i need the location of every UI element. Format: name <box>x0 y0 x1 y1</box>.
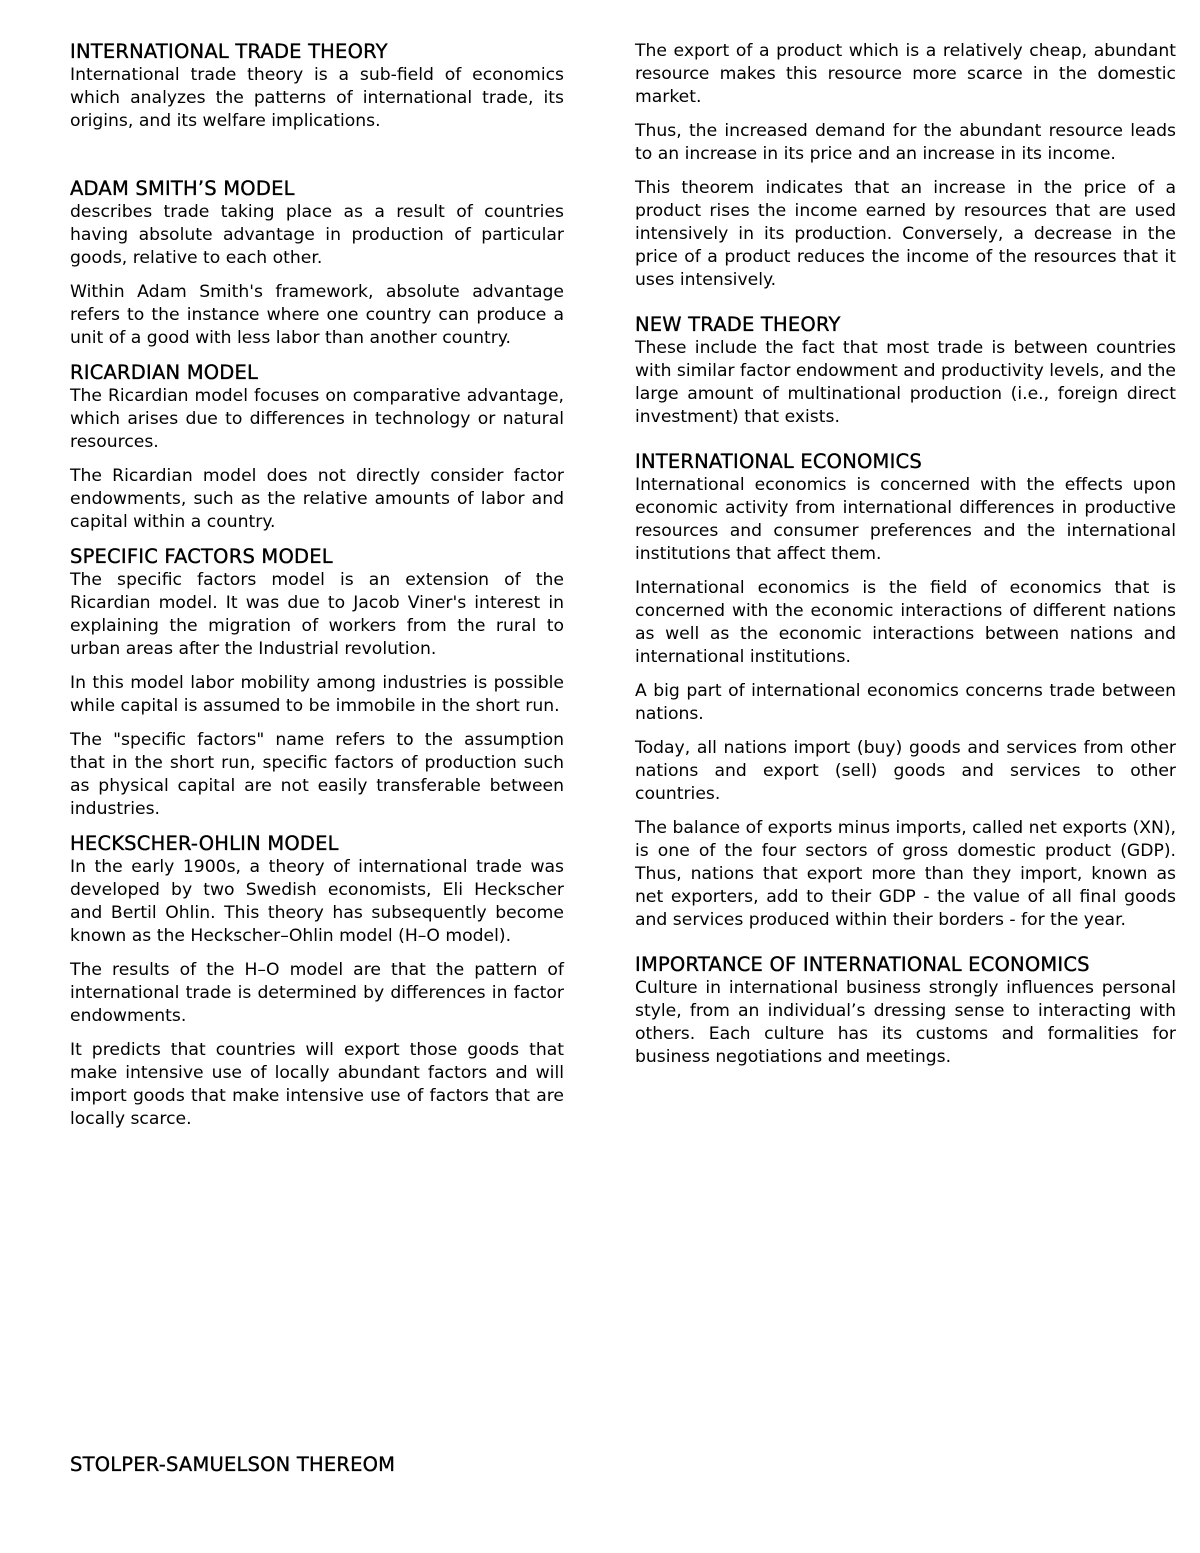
heading-adam-smith-model: ADAM SMITH’S MODEL <box>70 177 295 200</box>
section-ricardian-model <box>70 361 564 534</box>
section-stolper-samuelson <box>70 1453 570 1477</box>
section-international-trade-theory <box>70 40 564 133</box>
paragraph: Within Adam Smith's framework, absolute advantage refers to the instance where one country can produce a unit of a good with less labor than another country. <box>70 282 564 348</box>
paragraph: In the early 1900s, a theory of international trade was developed by two Swedish economists, Eli Heckscher and Bertil Ohlin. This theory has subsequently become known as the Heckscher–Ohlin model (H–O model). <box>70 857 564 946</box>
paragraph: International trade theory is a sub-field of economics which analyzes the patterns of international trade, its origins, and its welfare implications. <box>70 65 564 131</box>
section-new-trade-theory <box>635 313 1176 429</box>
section-heckscher-ohlin-model <box>70 832 564 1131</box>
section-international-economics <box>635 450 1176 932</box>
paragraph: The results of the H–O model are that the pattern of international trade is determined by differences in factor endowments. <box>70 960 564 1026</box>
heading-ricardian-model: RICARDIAN MODEL <box>70 361 259 384</box>
right-column <box>635 40 1176 1080</box>
heading-heckscher-ohlin-model: HECKSCHER-OHLIN MODEL <box>70 832 339 855</box>
section-stolper-samuelson-continued <box>635 40 1176 292</box>
paragraph: The balance of exports minus imports, called net exports (XN), is one of the four sectors of gross domestic product (GDP). Thus, nations that export more than they import, known as net exporters, add to their GDP - the value of all final goods and services produced within their borders - for the year. <box>635 818 1176 930</box>
heading-new-trade-theory: NEW TRADE THEORY <box>635 313 841 336</box>
paragraph: Today, all nations import (buy) goods and services from other nations and export (sell) goods and services to other countries. <box>635 738 1176 804</box>
paragraph: These include the fact that most trade is between countries with similar factor endowment and productivity levels, and the large amount of multinational production (i.e., foreign direct investment) that exists. <box>635 338 1176 427</box>
section-adam-smith-model <box>70 177 564 350</box>
paragraph: International economics is concerned with the effects upon economic activity from international differences in productive resources and consumer preferences and the international institutions that affect them. <box>635 475 1176 564</box>
heading-international-economics: INTERNATIONAL ECONOMICS <box>635 450 922 473</box>
paragraph: The Ricardian model does not directly consider factor endowments, such as the relative amounts of labor and capital within a country. <box>70 466 564 532</box>
paragraph: It predicts that countries will export those goods that make intensive use of locally abundant factors and will import goods that make intensive use of factors that are locally scarce. <box>70 1040 564 1129</box>
heading-international-trade-theory: INTERNATIONAL TRADE THEORY <box>70 40 388 63</box>
heading-importance-of-international-economics: IMPORTANCE OF INTERNATIONAL ECONOMICS <box>635 953 1090 976</box>
paragraph: describes trade taking place as a result of countries having absolute advantage in production of particular goods, relative to each other. <box>70 202 564 268</box>
paragraph: The export of a product which is a relatively cheap, abundant resource makes this resource more scarce in the domestic market. <box>635 41 1176 107</box>
heading-stolper-samuelson: STOLPER-SAMUELSON THEREOM <box>70 1453 396 1476</box>
paragraph: Culture in international business strongly influences personal style, from an individual’s dressing sense to interacting with others. Each culture has its customs and formalities for business negotiations and meetings. <box>635 978 1176 1067</box>
section-importance-of-international-economics <box>635 953 1176 1069</box>
heading-specific-factors-model: SPECIFIC FACTORS MODEL <box>70 545 333 568</box>
paragraph: The specific factors model is an extension of the Ricardian model. It was due to Jacob Viner's interest in explaining the migration of workers from the rural to urban areas after the Industrial revolution. <box>70 570 564 659</box>
paragraph: In this model labor mobility among industries is possible while capital is assumed to be immobile in the short run. <box>70 673 564 716</box>
paragraph: The "specific factors" name refers to the assumption that in the short run, specific factors of production such as physical capital are not easily transferable between industries. <box>70 730 564 819</box>
paragraph: International economics is the field of economics that is concerned with the economic interactions of different nations as well as the economic interactions between nations and international institutions. <box>635 578 1176 667</box>
left-column <box>70 40 564 1142</box>
paragraph: The Ricardian model focuses on comparative advantage, which arises due to differences in technology or natural resources. <box>70 386 564 452</box>
paragraph: Thus, the increased demand for the abundant resource leads to an increase in its price and an increase in its income. <box>635 121 1176 164</box>
paragraph: This theorem indicates that an increase in the price of a product rises the income earned by resources that are used intensively in its production. Conversely, a decrease in the price of a product reduces the income of the resources that it uses intensively. <box>635 178 1176 290</box>
paragraph: A big part of international economics concerns trade between nations. <box>635 681 1176 724</box>
section-specific-factors-model <box>70 545 564 821</box>
